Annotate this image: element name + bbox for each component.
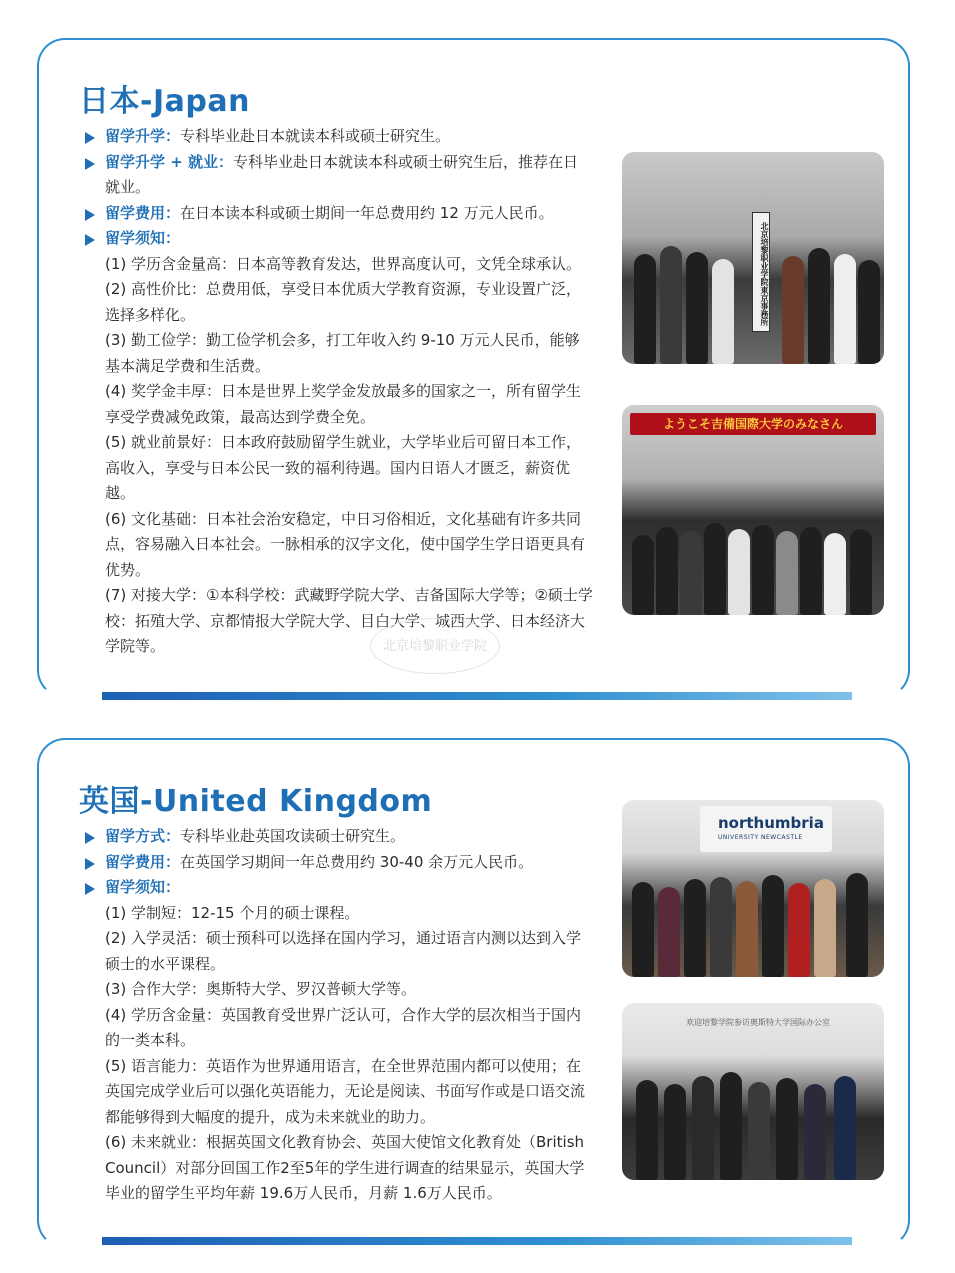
people-illustration [622,871,884,977]
japan-content [83,124,593,660]
japan-title: 日本-Japan [79,84,250,119]
people-illustration [622,489,884,615]
northumbria-group-photo [622,800,884,977]
note-item: (6) 文化基础：日本社会治安稳定，中日习俗相近，文化基础有许多共同点，容易融入日本社会。一脉相承的汉字文化，使中国学生学日语更具有优势。 [105,509,586,579]
uk-content [83,824,593,1207]
note-item: (4) 奖学金丰厚：日本是世界上奖学金发放最多的国家之一，所有留学生享受学费减免政策，最高达到学费全免。 [105,382,582,426]
people-illustration [622,1074,884,1180]
people-illustration [622,237,884,364]
triangle-bullet-icon [85,234,95,246]
triangle-bullet-icon [85,132,95,144]
bullet-item: 留学方式：专科毕业赴英国攻读硕士研究生。 [83,824,593,850]
bottom-accent-bar [102,1237,852,1245]
triangle-bullet-icon [85,209,95,221]
note-item: (1) 学制短：12-15 个月的硕士课程。 [105,903,360,922]
kibi-university-group-photo [622,405,884,615]
bottom-accent-bar [102,692,852,700]
note-item: (4) 学历含金量：英国教育受世界广泛认可，合作大学的层次相当于国内的一类本科。 [105,1005,582,1049]
note-item: (3) 合作大学：奥斯特大学、罗汉普顿大学等。 [105,980,417,998]
note-item: (5) 语言能力：英语作为世界通用语言，在全世界范围内都可以使用；在英国完成学业后可以强化英语能力，无论是阅读、书面写作或是口语交流都能够得到大幅度的提升，成为未来就业的助力。 [105,1056,586,1126]
bullet-item: 留学费用：在英国学习期间一年总费用约 30-40 余万元人民币。 [83,850,593,876]
bullet-item: 留学须知： [83,875,593,901]
note-item: (2) 入学灵活：硕士预科可以选择在国内学习，通过语言内测以达到入学硕士的水平课程。 [105,929,582,973]
note-item: (2) 高性价比：总费用低，享受日本优质大学教育资源，专业设置广泛，选择多样化。 [105,280,582,324]
watermark: 北京培黎职业学院 [370,618,500,674]
tokyo-office-group-photo [622,152,884,364]
japan-card [37,38,910,698]
bullet-item: 留学须知： [83,226,593,252]
northumbria-logo: northumbria UNIVERSITY NEWCASTLE [700,806,832,852]
note-item: (1) 学历含金量高：日本高等教育发达，世界高度认可，文凭全球承认。 [105,254,582,273]
triangle-bullet-icon [85,883,95,895]
bullet-item: 留学费用：在日本读本科或硕士期间一年总费用约 12 万元人民币。 [83,201,593,227]
triangle-bullet-icon [85,858,95,870]
bullet-item: 留学升学 + 就业：专科毕业赴日本就读本科或硕士研究生后，推荐在日就业。 [83,150,593,201]
triangle-bullet-icon [85,158,95,170]
ulster-university-group-photo [622,1003,884,1180]
note-item: (3) 勤工俭学：勤工俭学机会多，打工年收入约 9-10 万元人民币，能够基本满足学费和生活费。 [105,331,580,375]
note-item: (5) 就业前景好：日本政府鼓励留学生就业，大学毕业后可留日本工作，高收入，享受与日本公民一致的福利待遇。国内日语人才匮乏，薪资优越。 [105,433,582,502]
bullet-item: 留学升学：专科毕业赴日本就读本科或硕士研究生。 [83,124,593,150]
office-sign: 北京培黎职业学院東京事務所 [752,212,770,332]
note-item: (7) 对接大学：①本科学校：武藏野学院大学、吉备国际大学等；②硕士学校：拓殖大学、京都情报大学院大学、目白大学、城西大学、日本经济大学院等。 [105,586,593,655]
note-item: (6) 未来就业：根据英国文化教育协会、英国大使馆文化教育处（British Council）对部分回国工作2至5年的学生进行调查的结果显示，英国大学毕业的留学生平均年薪 19.6万人民币，月薪 1.6万人民币。 [105,1133,585,1202]
triangle-bullet-icon [85,832,95,844]
uk-card [37,738,910,1248]
welcome-sign: 欢迎培黎学院参访奥斯特大学国际办公室 [686,1018,830,1027]
uk-title: 英国-United Kingdom [79,784,433,819]
welcome-banner: ようこそ吉備国際大学のみなさん [630,413,876,435]
